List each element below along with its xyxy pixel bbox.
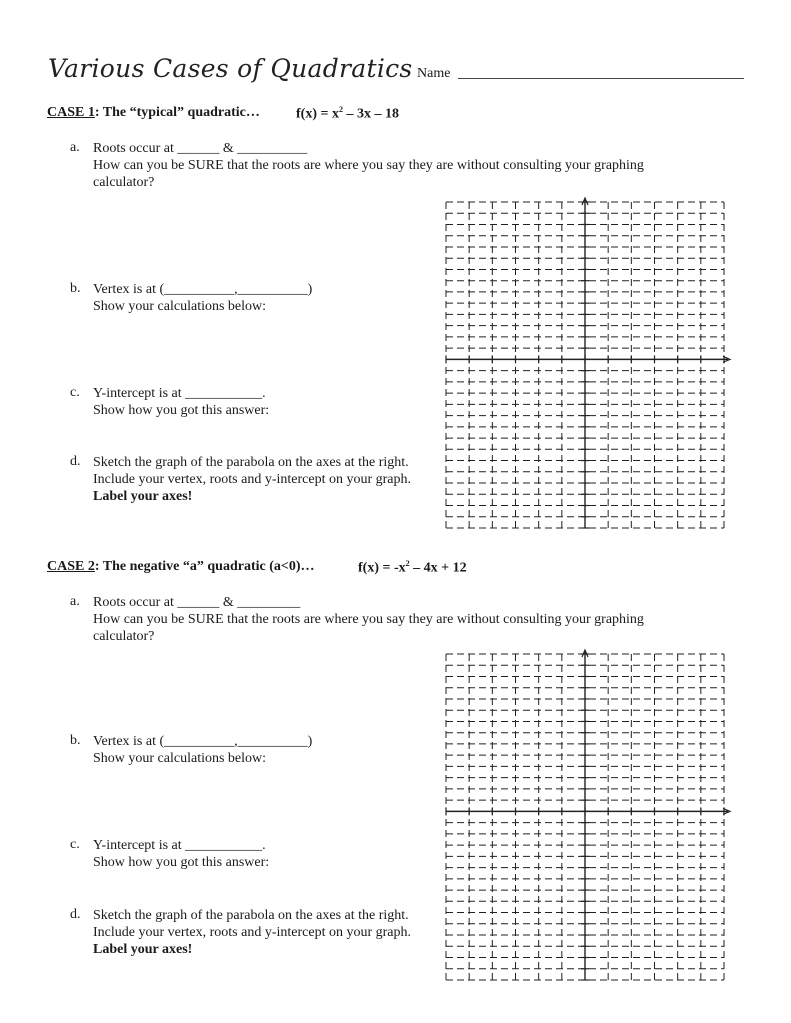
case-2-roots-prompt[interactable]: Roots occur at ______ & _________ [93, 595, 301, 610]
case-2-function-exponent: 2 [405, 559, 410, 568]
case-2-sketch-include: Include your vertex, roots and y-intercept on your graph. [93, 925, 412, 940]
case-2-yintercept-prompt[interactable]: Y-intercept is at ___________. [93, 838, 266, 853]
case-1-sketch-include: Include your vertex, roots and y-intercept on your graph. [93, 472, 412, 487]
case-1-item-a-letter: a. [70, 140, 80, 155]
case-1-yintercept-instruction: Show how you got this answer: [93, 403, 270, 418]
case-2-yintercept-instruction: Show how you got this answer: [93, 855, 270, 870]
case-1-function [296, 105, 399, 123]
case-1-yintercept-prompt[interactable]: Y-intercept is at ___________. [93, 386, 266, 401]
case-2-label: CASE 2 [47, 559, 95, 574]
case-2-item-d [93, 907, 411, 958]
case-2-vertex-prompt[interactable]: Vertex is at (__________,__________) [93, 734, 313, 749]
case-2-item-c-letter: c. [70, 837, 80, 852]
case-1-heading-text: : The “typical” quadratic… [94, 105, 260, 120]
case-2-heading [47, 559, 315, 575]
case-2-item-b-letter: b. [70, 733, 81, 748]
case-1-item-c-letter: c. [70, 385, 80, 400]
case-1-sketch-instruction: Sketch the graph of the parabola on the axes at the right. [93, 455, 409, 470]
case-1-heading [47, 105, 260, 121]
case-2-graph-grid[interactable] [438, 648, 728, 983]
case-1-vertex-instruction: Show your calculations below: [93, 299, 267, 314]
case-1-label: CASE 1 [47, 105, 95, 120]
case-2-vertex-instruction: Show your calculations below: [93, 751, 267, 766]
case-2-function-prefix: f(x) = -x [358, 560, 406, 576]
case-1-function-suffix: – 3x – 18 [342, 106, 399, 122]
case-1-roots-question-cont: calculator? [93, 175, 155, 190]
case-1-function-exponent: 2 [338, 105, 343, 114]
case-2-item-a [93, 594, 644, 645]
case-2-item-b [93, 733, 312, 767]
case-1-item-c [93, 385, 269, 419]
name-label: Name [417, 66, 451, 81]
case-1-function-prefix: f(x) = x [296, 106, 339, 122]
case-1-label-axes: Label your axes! [93, 489, 193, 504]
case-2-item-d-letter: d. [70, 907, 81, 922]
case-1-vertex-prompt[interactable]: Vertex is at (__________,__________) [93, 282, 313, 297]
case-1-roots-prompt[interactable]: Roots occur at ______ & __________ [93, 141, 308, 156]
case-2-function-suffix: – 4x + 12 [409, 560, 467, 576]
case-2-roots-question-cont: calculator? [93, 629, 155, 644]
name-input-line[interactable] [458, 78, 744, 79]
case-2-heading-text: : The negative “a” quadratic (a<0)… [94, 559, 315, 574]
case-1-item-a [93, 140, 644, 191]
case-1-item-d [93, 454, 411, 505]
case-2-item-a-letter: a. [70, 594, 80, 609]
case-2-roots-question: How can you be SURE that the roots are where you say they are without consulting your graphing [93, 612, 644, 627]
case-2-sketch-instruction: Sketch the graph of the parabola on the axes at the right. [93, 908, 409, 923]
case-1-item-d-letter: d. [70, 454, 81, 469]
case-1-roots-question: How can you be SURE that the roots are where you say they are without consulting your graphing [93, 158, 644, 173]
worksheet-title: Various Cases of Quadratics [48, 54, 413, 83]
case-2-function [358, 559, 467, 577]
case-2-item-c [93, 837, 269, 871]
case-2-label-axes: Label your axes! [93, 942, 193, 957]
case-1-item-b-letter: b. [70, 281, 81, 296]
case-1-graph-grid[interactable] [438, 196, 728, 531]
case-1-item-b [93, 281, 312, 315]
